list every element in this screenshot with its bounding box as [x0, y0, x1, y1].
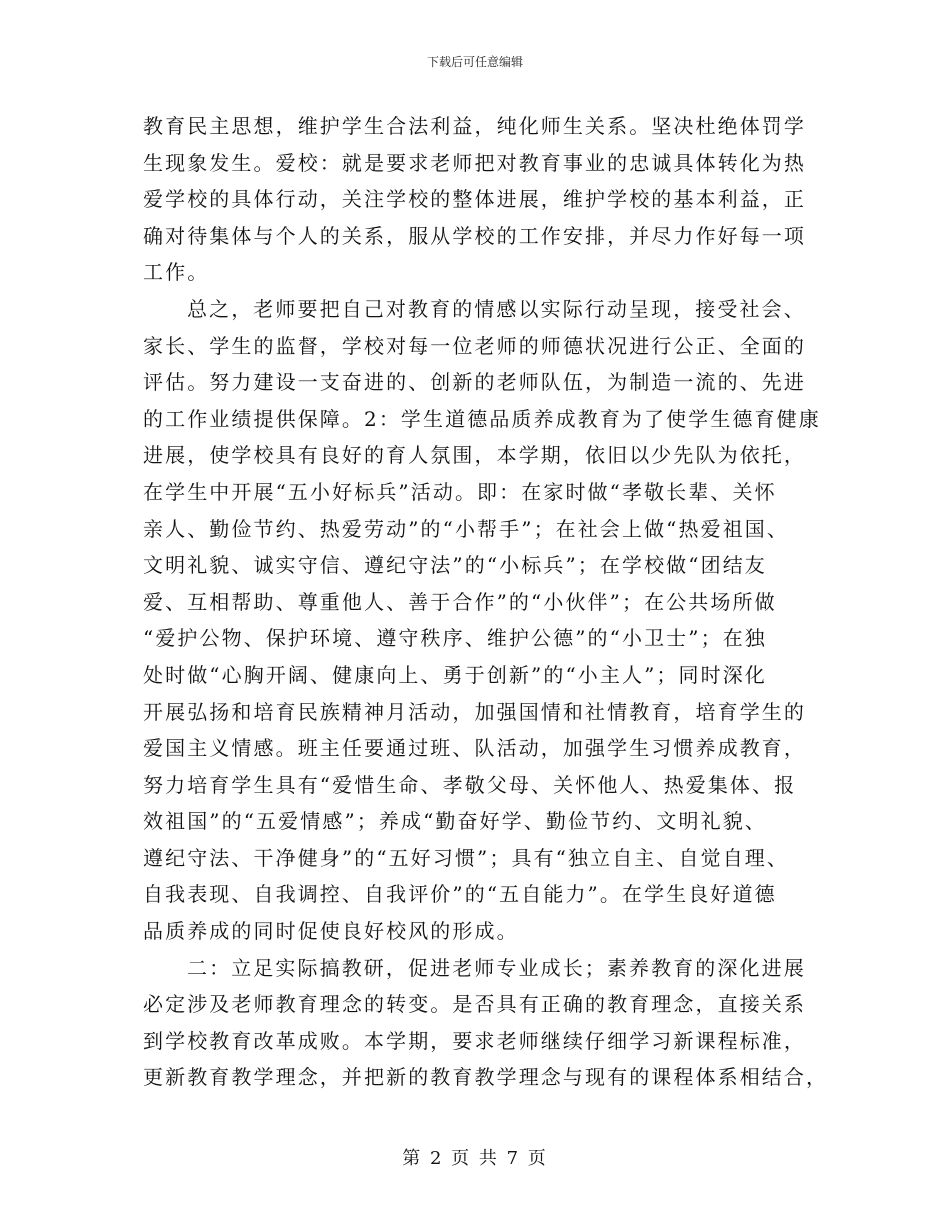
text-line: 亲人、勤俭节约、热爱劳动”的“小帮手”；在社会上做“热爱祖国、 — [143, 516, 789, 541]
text-line: 自我表现、自我调控、自我评价”的“五自能力”。在学生良好道德 — [143, 882, 777, 907]
text-line: 二：立足实际搞教研，促进老师专业成长；素养教育的深化进展 — [187, 955, 806, 980]
paragraph-3 — [143, 950, 829, 1096]
text-line: 到学校教育改革成败。本学期，要求老师继续仔细学习新课程标准， — [143, 1028, 806, 1053]
text-line: 爱学校的具体行动，关注学校的整体进展，维护学校的基本利益，正 — [143, 187, 806, 212]
text-line: “爱护公物、保护环境、遵守秩序、维护公德”的“小卫士”；在独 — [143, 626, 767, 651]
text-line: 评估。努力建设一支奋进的、创新的老师队伍，为制造一流的、先进 — [143, 370, 806, 395]
text-line: 爱、互相帮助、尊重他人、善于合作”的“小伙伴”；在公共场所做 — [143, 589, 777, 614]
text-line: 工作。 — [143, 260, 210, 285]
paragraph-1 — [143, 108, 809, 291]
text-line: 总之，老师要把自己对教育的情感以实际行动呈现，接受社会、 — [187, 296, 806, 321]
text-line: 爱国主义情感。班主任要通过班、队活动，加强学生习惯养成教育， — [143, 736, 806, 761]
text-line: 品质养成的同时促使良好校风的形成。 — [143, 919, 519, 944]
text-line: 的工作业绩提供保障。2：学生道德品质养成教育为了使学生德育健康 — [143, 406, 821, 431]
page-number: 第 2 页 共 7 页 — [402, 1148, 548, 1169]
text-line: 教育民主思想，维护学生合法利益，纯化师生关系。坚决杜绝体罚学 — [143, 114, 806, 138]
text-line: 必定涉及老师教育理念的转变。是否具有正确的教育理念，直接关系 — [143, 992, 806, 1017]
text-line: 在学生中开展“五小好标兵”活动。即：在家时做“孝敬长辈、关怀 — [143, 479, 777, 504]
text-line: 处时做“心胸开阔、健康向上、勇于创新”的“小主人”；同时深化 — [143, 662, 767, 687]
text-line: 家长、学生的监督，学校对每一位老师的师德状况进行公正、全面的 — [143, 333, 806, 358]
text-line: 效祖国”的“五爱情感”；养成“勤奋好学、勤俭节约、文明礼貌、 — [143, 809, 767, 834]
text-line: 进展，使学校具有良好的育人氛围，本学期，依旧以少先队为依托， — [143, 443, 806, 468]
text-line: 更新教育教学理念，并把新的教育教学理念与现有的课程体系相结合， — [143, 1065, 829, 1090]
text-line: 文明礼貌、诚实守信、遵纪守法”的“小标兵”；在学校做“团结友 — [143, 553, 767, 578]
paragraph-2 — [143, 291, 821, 950]
text-line: 确对待集体与个人的关系，服从学校的工作安排，并尽力作好每一项 — [143, 223, 806, 248]
text-line: 生现象发生。爱校：就是要求老师把对教育事业的忠诚具体转化为热 — [143, 150, 806, 175]
text-line: 开展弘扬和培育民族精神月活动，加强国情和社情教育，培育学生的 — [143, 699, 806, 724]
page-header: 下载后可任意编辑 — [426, 55, 523, 69]
text-line: 努力培育学生具有“爱惜生命、孝敬父母、关怀他人、热爱集体、报 — [143, 772, 797, 797]
text-line: 遵纪守法、干净健身”的“五好习惯”；具有“独立自主、自觉自理、 — [143, 845, 789, 870]
document-body — [143, 108, 829, 1096]
